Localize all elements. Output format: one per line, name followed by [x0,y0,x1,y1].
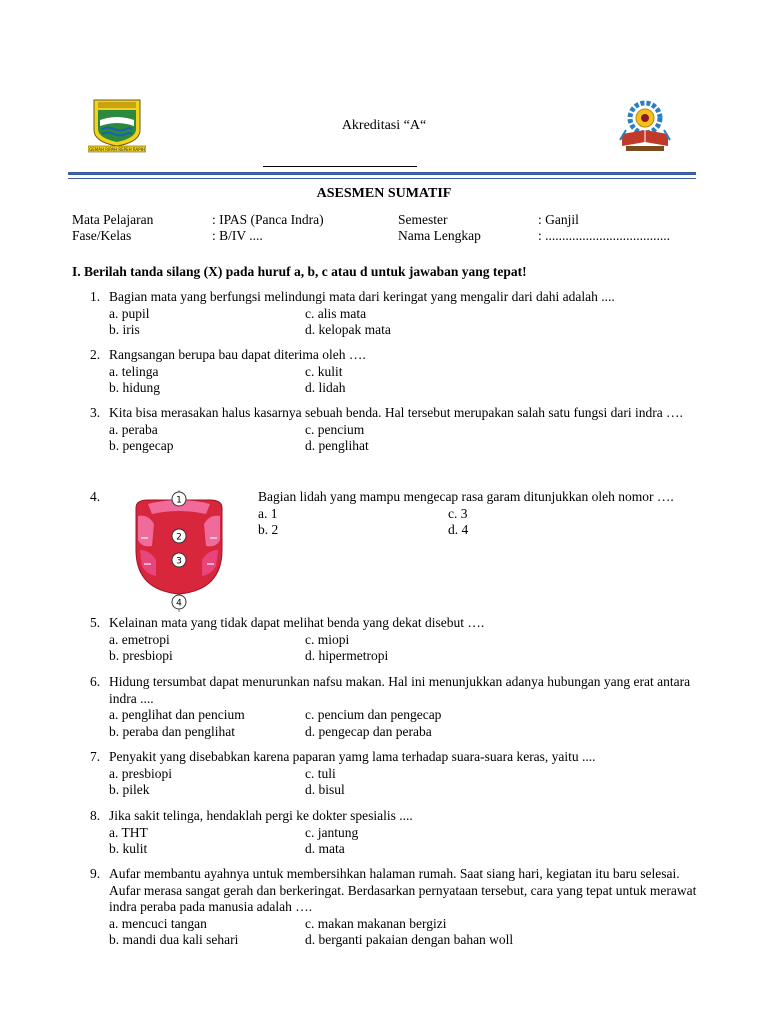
option-b[interactable]: b. pilek [109,782,150,797]
question-9: 9. Aufar membantu ayahnya untuk membersihkan halaman rumah. Saat siang hari, kegiatan itu baru selesai. Aufar merasa sangat gerah dan berkeringat. Berdasarkan pernyataan tersebut, cara yang tepat untuk merawat indra peraba pada manusia adalah …. a. mencuci tangan c. makan makanan bergizi b. mandi dua kali sehari d. berganti pakaian dengan bahan woll [90,866,700,949]
question-stem: Kelainan mata yang tidak dapat melihat benda yang dekat disebut …. [109,615,485,630]
student-info-table [72,212,670,244]
option-c[interactable]: c. alis mata [305,305,367,321]
option-a[interactable]: a. THT [109,824,148,840]
question-stem: Jika sakit telinga, hendaklah pergi ke dokter spesialis .... [109,808,413,823]
question-stem: Bagian mata yang berfungsi melindungi mata dari keringat yang mengalir dari dahi adalah .... [109,289,615,304]
fase-value: : B/IV .... [212,228,263,243]
option-b[interactable]: b. pengecap [109,438,174,453]
question-stem: Penyakit yang disebabkan karena paparan yamg lama terhadap suara-suara keras, yaitu .... [109,749,596,764]
option-b[interactable]: b. iris [109,322,140,337]
question-6: 6. Hidung tersumbat dapat menurunkan nafsu makan. Hal ini menunjukkan adanya hubungan yang erat antara indra .... a. penglihat dan pencium c. pencium dan pengecap b. peraba dan penglihat d. pengecap dan peraba [90,674,700,740]
accreditation-label: Akreditasi “A“ [341,118,427,133]
option-a[interactable]: a. penglihat dan pencium [109,707,245,722]
mapel-label: Mata Pelajaran [72,212,154,227]
question-3: 3. Kita bisa merasakan halus kasarnya sebuah benda. Hal tersebut merupakan salah satu fungsi dari indra …. a. peraba c. pencium b. pengecap d. penglihat [90,405,700,455]
option-d[interactable]: d. lidah [305,380,346,395]
option-d[interactable]: d. hipermetropi [305,648,389,663]
option-d[interactable]: d. kelopak mata [305,322,391,337]
option-b[interactable]: b. kulit [109,841,148,856]
header-rule-thin [68,178,696,179]
question-7: 7. Penyakit yang disebabkan karena paparan yamg lama terhadap suara-suara keras, yaitu .... a. presbiopi c. tuli b. pilek d. bisul [90,749,700,799]
mapel-value: : IPAS (Panca Indra) [212,212,324,227]
option-d[interactable]: d. pengecap dan peraba [305,723,432,739]
option-d[interactable]: d. 4 [448,522,469,537]
label-4-marker [172,595,186,609]
tongue-diagram [126,490,232,612]
question-stem: Bagian lidah yang mampu mengecap rasa garam ditunjukkan oleh nomor …. [258,489,674,504]
question-stem: Rangsangan berupa bau dapat diterima oleh …. [109,347,366,362]
question-8: 8. Jika sakit telinga, hendaklah pergi ke dokter spesialis .... a. THT c. jantung b. kulit d. mata [90,808,700,858]
option-a[interactable]: a. telinga [109,363,159,379]
option-d[interactable]: d. bisul [305,782,345,797]
option-d[interactable]: d. mata [305,841,345,856]
nama-label: Nama Lengkap [398,228,481,243]
option-a[interactable]: a. peraba [109,421,158,437]
option-c[interactable]: c. pencium dan pengecap [305,707,442,722]
option-c[interactable]: c. tuli [305,765,336,781]
option-b[interactable]: b. presbiopi [109,648,173,663]
emblem-motto-text: GEMAH RIPAH REPEH RAPIH [89,147,145,152]
option-c[interactable]: c. miopi [305,631,350,647]
option-c[interactable]: c. pencium [305,421,365,437]
semester-value: : Ganjil [538,212,579,227]
label-1-marker [172,492,186,506]
header-rule-thick [68,172,696,175]
label-2-marker [172,529,186,543]
option-a[interactable]: a. presbiopi [109,765,172,781]
semester-label: Semester [398,212,448,227]
option-a[interactable]: a. mencuci tangan [109,915,207,931]
option-b[interactable]: b. 2 [258,522,279,537]
option-b[interactable]: b. hidung [109,380,161,395]
question-4 [258,489,698,539]
option-a[interactable]: a. emetropi [109,631,170,647]
option-c[interactable]: c. 3 [448,505,468,521]
label-2: 2 [176,532,182,543]
label-3: 3 [176,556,182,567]
signature-line [263,166,417,167]
option-a[interactable]: a. pupil [109,305,150,321]
question-stem: Hidung tersumbat dapat menurunkan nafsu makan. Hal ini menunjukkan adanya hubungan yang erat antara indra .... [109,674,691,706]
question-stem: Aufar membantu ayahnya untuk membersihkan halaman rumah. Saat siang hari, kegiatan itu baru selesai. Aufar merasa sangat gerah dan berkeringat. Berdasarkan pernyataan tersebut, cara yang tepat untuk merawat indra peraba pada manusia adalah …. [109,866,697,914]
fase-label: Fase/Kelas [72,228,132,243]
option-c[interactable]: c. kulit [305,363,343,379]
option-b[interactable]: b. mandi dua kali sehari [109,932,239,947]
option-d[interactable]: d. penglihat [305,438,369,453]
label-4: 4 [176,598,182,609]
option-c[interactable]: c. makan makanan bergizi [305,915,447,931]
question-2: 2. Rangsangan berupa bau dapat diterima oleh …. a. telinga c. kulit b. hidung d. lidah [90,347,700,397]
option-d[interactable]: d. berganti pakaian dengan bahan woll [305,932,514,947]
question-4-number: 4. [90,489,101,504]
question-stem: Kita bisa merasakan halus kasarnya sebuah benda. Hal tersebut merupakan salah satu fungsi dari indra …. [109,405,683,420]
option-b[interactable]: b. peraba dan penglihat [109,723,235,739]
nama-value: : ..................................... [538,228,671,243]
option-a[interactable]: a. 1 [258,505,278,521]
option-c[interactable]: c. jantung [305,824,359,840]
page-title: ASESMEN SUMATIF [316,186,452,201]
section-instruction: I. Berilah tanda silang (X) pada huruf a, b, c atau d untuk jawaban yang tepat! [72,264,527,279]
question-5: 5. Kelainan mata yang tidak dapat melihat benda yang dekat disebut …. a. emetropi c. miopi b. presbiopi d. hipermetropi [90,615,700,665]
label-3-marker [172,553,186,567]
question-1: 1. Bagian mata yang berfungsi melindungi mata dari keringat yang mengalir dari dahi adalah .... a. pupil c. alis mata b. iris d. kelopak mata [90,289,700,339]
label-1: 1 [176,495,182,506]
